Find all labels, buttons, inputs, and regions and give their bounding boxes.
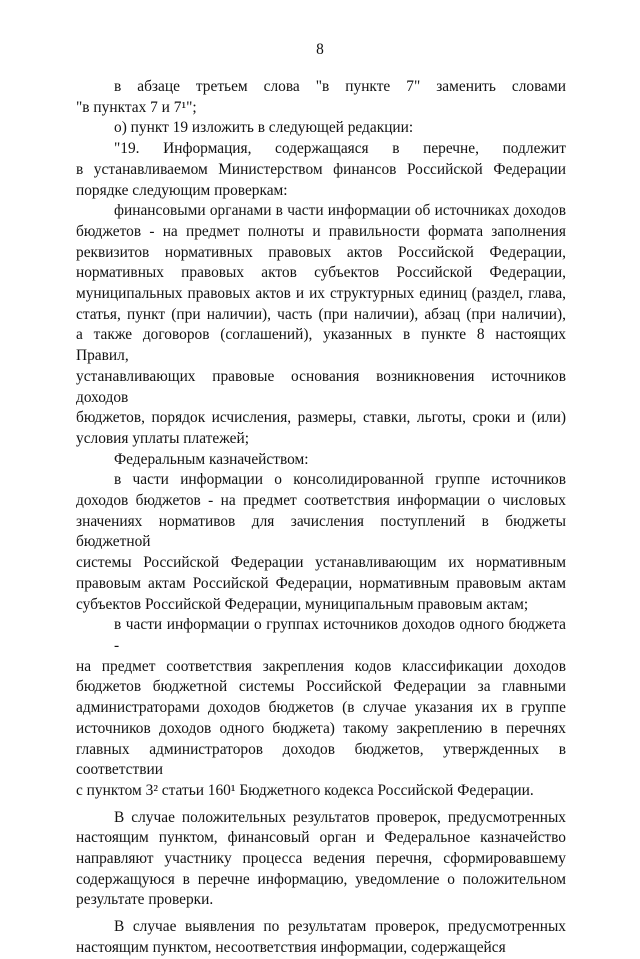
text-line: в абзаце третьем слова "в пункте 7" заменить словами — [114, 78, 566, 95]
paragraph — [76, 615, 566, 801]
text-line: доходов бюджетов - на предмет соответствия информации о числовых — [76, 492, 566, 510]
text-line: с пунктом 3² статьи 160¹ Бюджетного кодекса Российской Федерации. — [76, 781, 534, 799]
text-line: Федеральным казначейством: — [114, 450, 309, 468]
text-line: системы Российской Федерации устанавливающим их нормативным — [76, 554, 566, 572]
page-number: 8 — [316, 41, 324, 58]
text-line: бюджетов, порядок исчисления, размеры, ставки, льготы, сроки и (или) — [76, 409, 566, 427]
text-line: бюджетов бюджетной системы Российской Федерации за главными — [76, 678, 566, 696]
text-line: бюджетов - на предмет полноты и правильности формата заполнения — [76, 222, 566, 240]
paragraph — [76, 139, 566, 201]
paragraph — [76, 450, 566, 471]
paragraph — [76, 118, 566, 139]
text-line: в части информации о консолидированной группе источников — [114, 471, 566, 489]
paragraph — [76, 201, 566, 449]
text-line: источников доходов одного бюджета) такому закреплению в перечнях — [76, 719, 566, 737]
text-line: муниципальных правовых актов и их структурных единиц (раздел, глава, — [76, 285, 566, 303]
text-line: на предмет соответствия закрепления кодов классификации доходов — [76, 657, 566, 675]
text-line: настоящим пунктом, несоответствия информации, содержащейся — [76, 938, 506, 956]
text-line: правовым актам Российской Федерации, нормативным правовым актам — [76, 574, 566, 592]
text-line: условия уплаты платежей; — [76, 429, 249, 447]
paragraph — [76, 917, 566, 958]
text-line: "в пунктах 7 и 7¹"; — [76, 98, 197, 116]
text-line: В случае выявления по результатам проверок, предусмотренных — [114, 918, 566, 936]
paragraph — [76, 808, 566, 912]
paragraph — [76, 77, 566, 118]
paragraph — [76, 470, 566, 615]
text-line: нормативных правовых актов субъектов Российской Федерации, — [76, 264, 566, 282]
text-line: направляют участнику процесса ведения перечня, сформировавшему — [76, 850, 566, 868]
text-line: а также договоров (соглашений), указанных в пункте 8 настоящих Правил, — [76, 326, 566, 365]
text-line: о) пункт 19 изложить в следующей редакции: — [114, 119, 414, 137]
text-line: финансовыми органами в части информации об источниках доходов — [114, 202, 566, 220]
text-line: в устанавливаемом Министерством финансов Российской Федерации — [76, 160, 566, 178]
text-line: в части информации о группах источников доходов одного бюджета - — [114, 616, 566, 654]
text-line: статья, пункт (при наличии), часть (при наличии), абзац (при наличии), — [76, 305, 566, 323]
text-line: порядке следующим проверкам: — [76, 181, 288, 199]
document-body — [76, 77, 566, 959]
text-line: результате проверки. — [76, 891, 214, 909]
text-line: "19. Информация, содержащаяся в перечне, подлежит — [114, 140, 566, 158]
text-line: настоящим пунктом, финансовый орган и Федеральное казначейство — [76, 829, 566, 847]
text-line: устанавливающих правовые основания возникновения источников доходов — [76, 367, 566, 406]
text-line: В случае положительных результатов проверок, предусмотренных — [114, 808, 566, 826]
text-line: главных администраторов доходов бюджетов, утвержденных в соответствии — [76, 740, 566, 779]
text-line: администраторами доходов бюджетов (в случае указания их в группе — [76, 699, 566, 717]
text-line: реквизитов нормативных правовых актов Российской Федерации, — [76, 243, 566, 261]
text-line: содержащуюся в перечне информацию, уведомление о положительном — [76, 870, 566, 888]
text-line: значениях нормативов для зачисления поступлений в бюджеты бюджетной — [76, 512, 566, 551]
text-line: субъектов Российской Федерации, муниципальным правовым актам; — [76, 595, 529, 613]
